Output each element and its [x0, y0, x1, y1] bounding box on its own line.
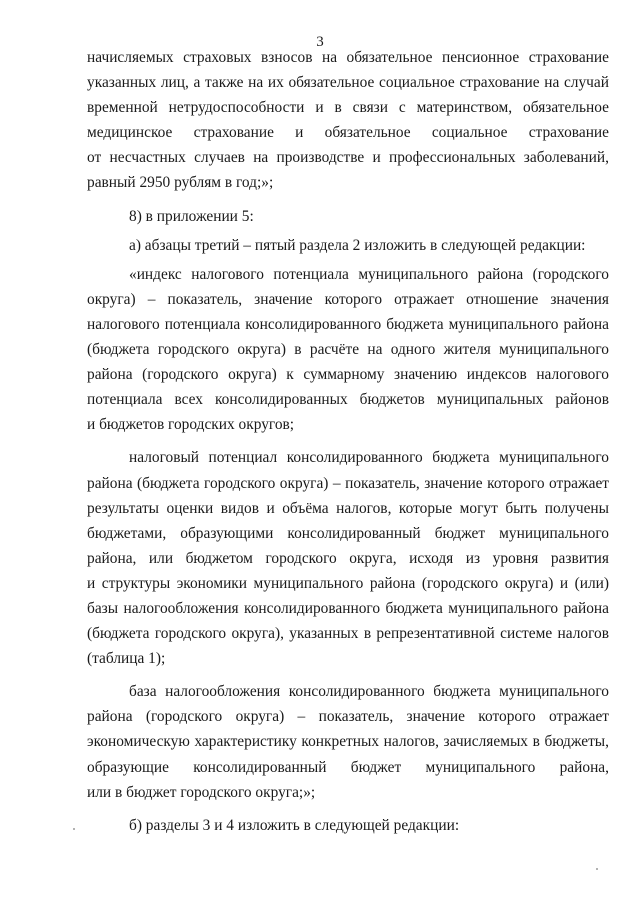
text-line: района (городского округа) – показатель, значение которого отражает [87, 708, 609, 726]
text-line: а) абзацы третий – пятый раздела 2 изложить в следующей редакции: [129, 236, 586, 254]
text-line: указанных лиц, а также на их обязательное социальное страхование на случай [87, 74, 609, 92]
text-line: потенциала всех консолидированных бюджетов муниципальных районов [87, 391, 609, 409]
text-line: начисляемых страховых взносов на обязательное пенсионное страхование [87, 49, 609, 66]
text-line: образующие консолидированный бюджет муниципального района, [87, 758, 609, 776]
paragraph-insurance-contributions [87, 45, 609, 196]
text-line: (бюджета городского округа), указанных в репрезентативной системе налогов [87, 625, 609, 643]
paragraph-subitem-b [87, 813, 609, 838]
paragraph-subitem-a [87, 233, 609, 258]
paragraph-tax-base [87, 679, 609, 804]
text-line: (бюджета городского округа) в расчёте на одного жителя муниципального [87, 341, 609, 359]
scan-speck [73, 828, 75, 830]
text-line: экономическую характеристику конкретных налогов, зачисляемых в бюджеты, [87, 733, 609, 751]
text-line: временной нетрудоспособности и в связи с материнством, обязательное [87, 99, 609, 117]
text-line: и бюджетов городских округов; [87, 416, 295, 434]
text-line: равный 2950 рублям в год;»; [87, 174, 274, 192]
text-line: (таблица 1); [87, 650, 166, 668]
text-line: базы налогообложения консолидированного бюджета муниципального района [87, 599, 609, 617]
text-line: округа) – показатель, значение которого отражает отношение значения [87, 290, 609, 308]
text-line: района, или бюджетом городского округа, исходя из уровня развития [87, 549, 609, 567]
text-line: района (городского округа) к суммарному значению индексов налогового [87, 366, 609, 384]
text-line: налоговый потенциал консолидированного бюджета муниципального [129, 449, 609, 467]
text-line: 8) в приложении 5: [129, 207, 254, 225]
text-line: и структуры экономики муниципального района (городского округа) и (или) [87, 574, 609, 592]
text-line: бюджетами, образующими консолидированный бюджет муниципального [87, 524, 609, 542]
paragraph-item-8 [87, 204, 609, 229]
page-number: 3 [316, 34, 324, 50]
scan-speck [596, 868, 598, 870]
text-line: результаты оценки видов и объёма налогов, которые могут быть получены [87, 499, 609, 517]
text-line: района (бюджета городского округа) – показатель, значение которого отражает [87, 474, 609, 492]
text-line: б) разделы 3 и 4 изложить в следующей редакции: [129, 816, 460, 834]
text-line: «индекс налогового потенциала муниципального района (городского [129, 265, 609, 283]
paragraph-tax-potential-index [87, 262, 609, 438]
text-line: от несчастных случаев на производстве и профессиональных заболеваний, [87, 149, 609, 167]
text-line: база налогообложения консолидированного бюджета муниципального [129, 683, 609, 701]
text-line: или в бюджет городского округа;»; [87, 783, 316, 801]
text-line: налогового потенциала консолидированного бюджета муниципального района [87, 315, 609, 333]
text-line: медицинское страхование и обязательное социальное страхование [87, 124, 609, 142]
paragraph-tax-potential [87, 445, 609, 671]
document-body [87, 45, 609, 838]
